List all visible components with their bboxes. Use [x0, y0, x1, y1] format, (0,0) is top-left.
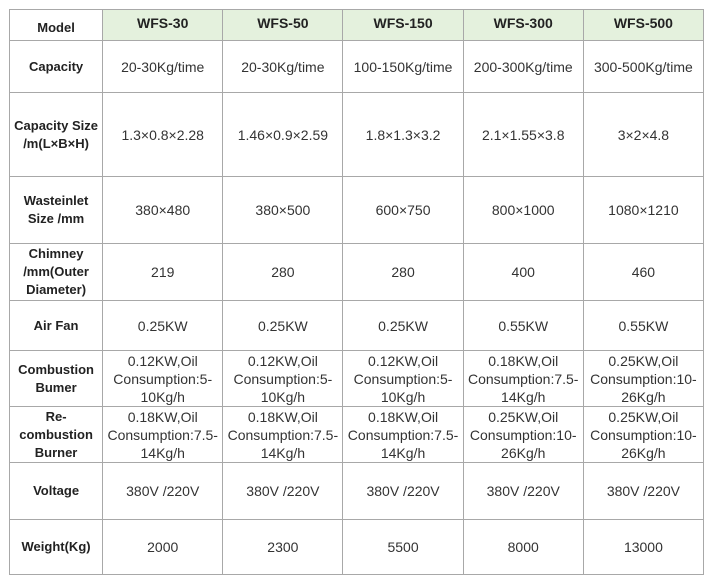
table-cell: 13000 — [583, 520, 703, 575]
table-cell: 380×480 — [103, 177, 223, 244]
table-cell: 100-150Kg/time — [343, 41, 463, 93]
table-cell: 20-30Kg/time — [223, 41, 343, 93]
table-cell: 380×500 — [223, 177, 343, 244]
table-cell: 8000 — [463, 520, 583, 575]
table-cell: 280 — [343, 244, 463, 301]
table-row-chimney — [10, 244, 704, 301]
table-row-re-combustion-burner — [10, 407, 704, 463]
table-cell: 219 — [103, 244, 223, 301]
table-cell: 2000 — [103, 520, 223, 575]
table-cell: 20-30Kg/time — [103, 41, 223, 93]
table-cell: 0.18KW,Oil Consumption:7.5-14Kg/h — [343, 407, 463, 463]
table-cell: 0.18KW,Oil Consumption:7.5-14Kg/h — [223, 407, 343, 463]
table-cell: 380V /220V — [583, 463, 703, 520]
table-cell: 0.25KW,Oil Consumption:10-26Kg/h — [583, 407, 703, 463]
row-label-voltage: Voltage — [10, 463, 103, 520]
table-cell: 280 — [223, 244, 343, 301]
table-cell: 0.25KW,Oil Consumption:10-26Kg/h — [583, 351, 703, 407]
table-cell: 200-300Kg/time — [463, 41, 583, 93]
spec-table-container — [9, 9, 704, 575]
header-model-wfs-30: WFS-30 — [103, 10, 223, 41]
row-label-chimney: Chimney /mm(Outer Diameter) — [10, 244, 103, 301]
table-cell: 380V /220V — [103, 463, 223, 520]
table-cell: 2300 — [223, 520, 343, 575]
table-cell: 0.12KW,Oil Consumption:5-10Kg/h — [343, 351, 463, 407]
table-cell: 0.25KW — [103, 301, 223, 351]
table-cell: 0.55KW — [583, 301, 703, 351]
header-model-wfs-500: WFS-500 — [583, 10, 703, 41]
row-label-capacity-size: Capacity Size /m(L×B×H) — [10, 93, 103, 177]
table-cell: 400 — [463, 244, 583, 301]
table-cell: 0.25KW — [343, 301, 463, 351]
table-cell: 0.25KW — [223, 301, 343, 351]
table-row-combustion-burner — [10, 351, 704, 407]
table-cell: 0.55KW — [463, 301, 583, 351]
row-label-weight: Weight(Kg) — [10, 520, 103, 575]
table-cell: 380V /220V — [223, 463, 343, 520]
header-row — [10, 10, 704, 41]
table-cell: 600×750 — [343, 177, 463, 244]
header-model-wfs-150: WFS-150 — [343, 10, 463, 41]
table-row-air-fan — [10, 301, 704, 351]
table-cell: 0.12KW,Oil Consumption:5-10Kg/h — [223, 351, 343, 407]
table-cell: 3×2×4.8 — [583, 93, 703, 177]
spec-table — [9, 9, 704, 575]
table-cell: 5500 — [343, 520, 463, 575]
table-row-capacity — [10, 41, 704, 93]
table-cell: 460 — [583, 244, 703, 301]
table-cell: 0.18KW,Oil Consumption:7.5-14Kg/h — [463, 351, 583, 407]
header-model-label: Model — [10, 10, 103, 41]
table-row-weight — [10, 520, 704, 575]
table-cell: 1080×1210 — [583, 177, 703, 244]
table-cell: 800×1000 — [463, 177, 583, 244]
header-model-wfs-300: WFS-300 — [463, 10, 583, 41]
header-model-wfs-50: WFS-50 — [223, 10, 343, 41]
table-cell: 0.25KW,Oil Consumption:10-26Kg/h — [463, 407, 583, 463]
table-row-voltage — [10, 463, 704, 520]
row-label-wasteinlet-size: Wasteinlet Size /mm — [10, 177, 103, 244]
row-label-capacity: Capacity — [10, 41, 103, 93]
row-label-re-combustion-burner: Re-combustion Burner — [10, 407, 103, 463]
table-row-wasteinlet-size — [10, 177, 704, 244]
row-label-combustion-burner: Combustion Bumer — [10, 351, 103, 407]
table-cell: 1.8×1.3×3.2 — [343, 93, 463, 177]
table-cell: 0.12KW,Oil Consumption:5-10Kg/h — [103, 351, 223, 407]
table-row-capacity-size — [10, 93, 704, 177]
table-cell: 1.46×0.9×2.59 — [223, 93, 343, 177]
table-cell: 300-500Kg/time — [583, 41, 703, 93]
table-cell: 0.18KW,Oil Consumption:7.5-14Kg/h — [103, 407, 223, 463]
table-cell: 2.1×1.55×3.8 — [463, 93, 583, 177]
table-cell: 380V /220V — [343, 463, 463, 520]
table-cell: 1.3×0.8×2.28 — [103, 93, 223, 177]
row-label-air-fan: Air Fan — [10, 301, 103, 351]
table-cell: 380V /220V — [463, 463, 583, 520]
